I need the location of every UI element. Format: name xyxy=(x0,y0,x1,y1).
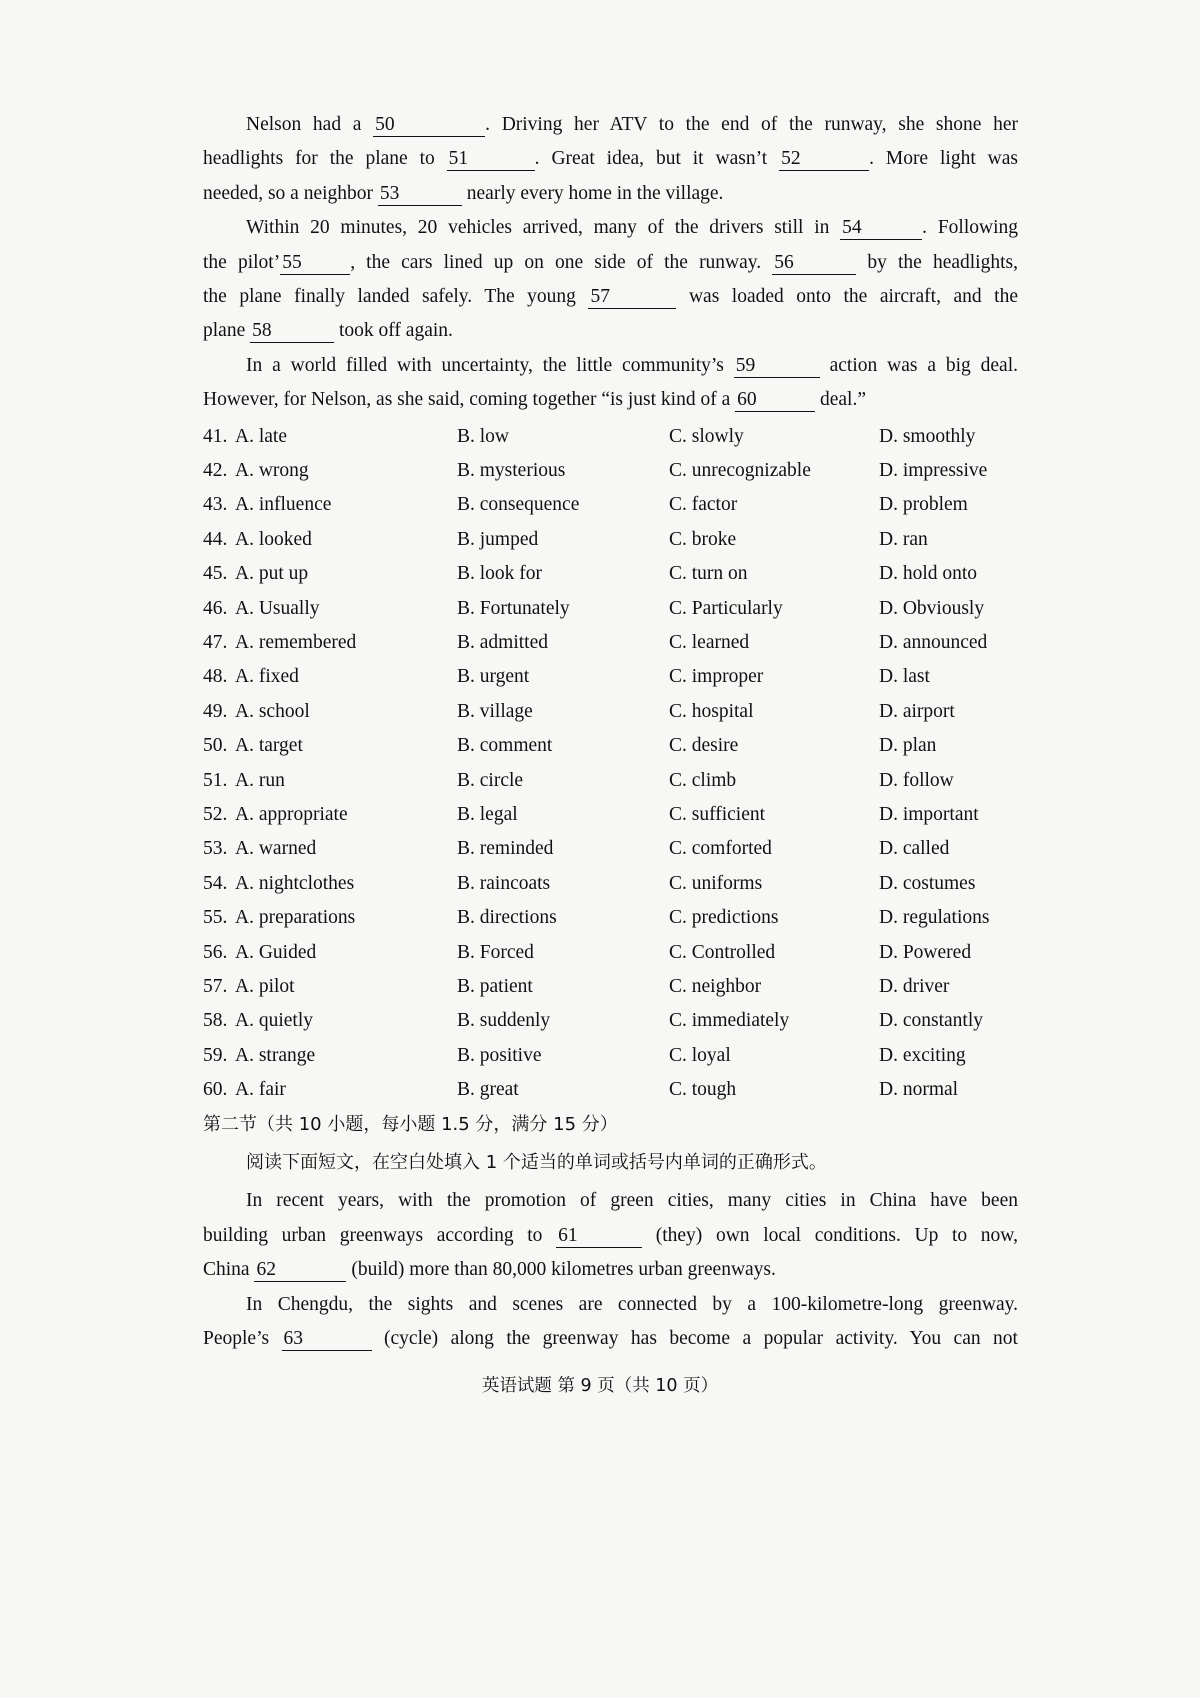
option-b[interactable]: B. suddenly xyxy=(457,1010,551,1032)
option-a[interactable]: A. looked xyxy=(235,528,312,550)
option-a[interactable]: A. remembered xyxy=(235,632,357,653)
option-b[interactable]: B. great xyxy=(457,1079,519,1101)
question-options-row xyxy=(203,523,1018,557)
option-c[interactable]: C. Controlled xyxy=(669,941,776,963)
option-b[interactable]: B. Fortunately xyxy=(457,597,570,619)
option-c[interactable]: C. factor xyxy=(669,494,738,516)
text-run: took off again. xyxy=(334,320,453,342)
text-run: People’s xyxy=(203,1328,282,1350)
question-options-row xyxy=(203,867,1018,901)
text-run: the pilot’ xyxy=(203,251,281,273)
option-c[interactable]: C. turn on xyxy=(669,563,748,585)
question-options-row xyxy=(203,764,1018,798)
option-a[interactable]: A. target xyxy=(235,735,303,757)
option-c[interactable]: C. climb xyxy=(669,769,737,791)
option-c[interactable]: C. predictions xyxy=(669,907,779,929)
option-b[interactable]: B. low xyxy=(457,425,510,447)
blank-59[interactable]: 59 xyxy=(734,355,820,378)
cloze-paragraph-2 xyxy=(203,211,1018,349)
page-footer: 英语试题 第 9 页（共 10 页） xyxy=(481,1376,719,1396)
option-b[interactable]: B. reminded xyxy=(457,838,554,860)
option-d[interactable]: D. ran xyxy=(879,528,928,550)
question-number: 51. xyxy=(203,769,228,791)
option-a[interactable]: A. strange xyxy=(235,1044,316,1066)
question-options-row xyxy=(203,970,1018,1004)
option-d[interactable]: D. Powered xyxy=(879,941,972,963)
option-b[interactable]: B. village xyxy=(457,700,533,722)
option-d[interactable]: D. problem xyxy=(879,494,968,516)
section-2-instruction: 阅读下面短文，在空白处填入 1 个适当的单词或括号内单词的正确形式。 xyxy=(246,1152,827,1174)
blank-63[interactable]: 63 xyxy=(282,1328,372,1351)
cloze-paragraph-1-cont xyxy=(203,142,1018,211)
text-run: . More light was xyxy=(869,148,1018,170)
option-b[interactable]: B. raincoats xyxy=(457,872,551,894)
blank-62[interactable]: 62 xyxy=(254,1259,346,1282)
question-number: 59. xyxy=(203,1044,228,1066)
text-run: nearly every home in the village. xyxy=(461,182,724,204)
text-line xyxy=(203,211,1018,245)
option-c[interactable]: C. neighbor xyxy=(669,975,762,997)
question-number: 44. xyxy=(203,528,228,550)
text-run: . Great idea, but it wasn’t xyxy=(534,148,780,170)
option-a[interactable]: A. school xyxy=(235,700,310,722)
option-b[interactable]: B. directions xyxy=(457,907,557,929)
option-a[interactable]: A. influence xyxy=(235,494,332,516)
question-number: 45. xyxy=(203,563,228,585)
question-number: 48. xyxy=(203,666,228,688)
option-a[interactable]: A. fixed xyxy=(235,666,299,688)
question-number: 53. xyxy=(203,838,228,860)
question-number: 52. xyxy=(203,803,228,825)
question-options-row xyxy=(203,1004,1018,1038)
option-d[interactable]: D. impressive xyxy=(879,460,988,482)
blank-56[interactable]: 56 xyxy=(772,252,856,275)
text-run: (build) more than 80,000 kilometres urban greenways. xyxy=(346,1259,776,1281)
option-d[interactable]: D. smoothly xyxy=(879,425,976,447)
text-line xyxy=(203,1322,1018,1356)
option-b[interactable]: B. patient xyxy=(457,975,533,997)
question-number: 47. xyxy=(203,632,228,653)
option-a[interactable]: A. appropriate xyxy=(235,803,348,825)
option-d[interactable]: D. plan xyxy=(879,735,937,757)
option-b[interactable]: B. Forced xyxy=(457,941,534,963)
option-c[interactable]: C. sufficient xyxy=(669,803,766,825)
question-options-row xyxy=(203,695,1018,729)
option-b[interactable]: B. legal xyxy=(457,803,518,825)
option-c[interactable]: C. slowly xyxy=(669,425,744,447)
option-d[interactable]: D. costumes xyxy=(879,872,976,894)
question-number: 60. xyxy=(203,1079,228,1101)
text-line xyxy=(203,280,1018,314)
text-line xyxy=(203,246,1018,280)
question-options-row xyxy=(203,1039,1018,1073)
option-b[interactable]: B. comment xyxy=(457,735,553,757)
question-options-row xyxy=(203,592,1018,626)
question-options-row xyxy=(203,626,1018,660)
question-number: 58. xyxy=(203,1010,228,1032)
question-number: 49. xyxy=(203,700,228,722)
blank-50[interactable]: 50 xyxy=(373,114,485,137)
question-options-row xyxy=(203,901,1018,935)
blank-55[interactable]: 55 xyxy=(280,252,350,275)
option-a[interactable]: A. warned xyxy=(235,838,317,860)
text-run: However, for Nelson, as she said, coming together “is just kind of a xyxy=(203,389,736,411)
text-run: building urban greenways according to xyxy=(203,1224,557,1246)
text-run: (they) own local conditions. Up to now, xyxy=(642,1224,1019,1246)
text-run: was loaded onto the aircraft, and the xyxy=(676,286,1018,308)
text-line xyxy=(203,177,1018,211)
text-run: In a world filled with uncertainty, the little community’s xyxy=(246,354,734,376)
option-a[interactable]: A. quietly xyxy=(235,1010,313,1032)
text-run: the plane finally landed safely. The young xyxy=(203,286,589,308)
text-run: by the headlights, xyxy=(856,251,1018,273)
blank-61[interactable]: 61 xyxy=(556,1225,642,1248)
blank-53[interactable]: 53 xyxy=(378,183,462,206)
option-b[interactable]: B. mysterious xyxy=(457,460,566,482)
option-c[interactable]: C. comforted xyxy=(669,838,772,860)
option-c[interactable]: C. loyal xyxy=(669,1044,731,1066)
option-a[interactable]: A. Usually xyxy=(235,597,320,619)
option-c[interactable]: C. immediately xyxy=(669,1010,790,1032)
blank-60[interactable]: 60 xyxy=(735,389,815,412)
question-options-row xyxy=(203,557,1018,591)
option-d[interactable]: D. exciting xyxy=(879,1044,966,1066)
option-b[interactable]: B. urgent xyxy=(457,666,530,688)
option-b[interactable]: B. positive xyxy=(457,1044,542,1066)
text-line xyxy=(203,1184,1018,1218)
question-options-row xyxy=(203,488,1018,522)
question-number: 54. xyxy=(203,872,228,894)
page-content xyxy=(203,108,1018,1357)
option-a[interactable]: A. nightclothes xyxy=(235,872,355,894)
option-b[interactable]: B. admitted xyxy=(457,632,548,653)
option-d[interactable]: D. driver xyxy=(879,975,950,997)
option-d[interactable]: D. called xyxy=(879,838,950,860)
blank-58[interactable]: 58 xyxy=(250,320,334,343)
option-d[interactable]: D. regulations xyxy=(879,907,990,929)
option-c[interactable]: C. hospital xyxy=(669,700,754,722)
text-run: In Chengdu, the sights and scenes are connected by a 100-kilometre-long greenway. xyxy=(246,1293,1018,1315)
question-options-row xyxy=(203,729,1018,763)
option-a[interactable]: A. preparations xyxy=(235,907,356,929)
question-number: 41. xyxy=(203,425,228,447)
option-c[interactable]: C. unrecognizable xyxy=(669,460,811,482)
text-run: (cycle) along the greenway has become a popular activity. You can not xyxy=(371,1328,1018,1350)
question-number: 46. xyxy=(203,597,228,619)
text-run: deal.” xyxy=(815,389,866,411)
option-c[interactable]: C. broke xyxy=(669,528,737,550)
option-a[interactable]: A. late xyxy=(235,425,287,447)
text-run: . Following xyxy=(922,217,1018,239)
text-line xyxy=(203,142,1018,176)
question-options-row xyxy=(203,1073,1018,1107)
text-line xyxy=(203,1288,1018,1322)
text-run: Within 20 minutes, 20 vehicles arrived, many of the drivers still in xyxy=(246,217,841,239)
option-c[interactable]: C. learned xyxy=(669,632,750,653)
text-line xyxy=(203,1253,1018,1287)
question-options-row xyxy=(203,832,1018,866)
blank-54[interactable]: 54 xyxy=(840,217,922,240)
option-c[interactable]: C. improper xyxy=(669,666,764,688)
text-run: China xyxy=(203,1259,255,1281)
question-number: 50. xyxy=(203,735,228,757)
option-d[interactable]: D. important xyxy=(879,803,979,825)
text-run: action was a big deal. xyxy=(819,354,1018,376)
text-run: , the cars lined up on one side of the runway. xyxy=(350,251,773,273)
option-d[interactable]: D. last xyxy=(879,666,930,688)
grammar-paragraph-2 xyxy=(203,1288,1018,1357)
blank-52[interactable]: 52 xyxy=(779,148,869,171)
option-a[interactable]: A. fair xyxy=(235,1079,286,1101)
text-line xyxy=(203,383,1018,417)
option-b[interactable]: B. circle xyxy=(457,769,524,791)
option-c[interactable]: C. Particularly xyxy=(669,597,783,619)
cloze-paragraph-3 xyxy=(203,349,1018,418)
question-number: 56. xyxy=(203,941,228,963)
option-c[interactable]: C. uniforms xyxy=(669,872,763,894)
text-run: headlights for the plane to xyxy=(203,148,447,170)
option-b[interactable]: B. jumped xyxy=(457,528,539,550)
answer-options xyxy=(203,420,1018,1108)
question-number: 57. xyxy=(203,975,228,997)
text-run: In recent years, with the promotion of green cities, many cities in China have been xyxy=(246,1190,1018,1212)
text-run: Nelson had a xyxy=(246,114,374,135)
question-number: 55. xyxy=(203,907,228,929)
blank-57[interactable]: 57 xyxy=(588,286,676,309)
option-a[interactable]: A. wrong xyxy=(235,460,309,482)
option-d[interactable]: D. follow xyxy=(879,769,954,791)
question-options-row xyxy=(203,454,1018,488)
option-d[interactable]: D. hold onto xyxy=(879,563,978,585)
question-options-row xyxy=(203,798,1018,832)
option-d[interactable]: D. announced xyxy=(879,632,988,653)
text-line xyxy=(203,1219,1018,1253)
question-options-row xyxy=(203,936,1018,970)
option-d[interactable]: D. airport xyxy=(879,700,955,722)
option-d[interactable]: D. normal xyxy=(879,1079,959,1101)
option-c[interactable]: C. tough xyxy=(669,1079,737,1101)
option-c[interactable]: C. desire xyxy=(669,735,739,757)
cloze-paragraph-1 xyxy=(203,108,1018,142)
question-options-row xyxy=(203,660,1018,694)
option-a[interactable]: A. run xyxy=(235,769,285,791)
option-a[interactable]: A. pilot xyxy=(235,975,295,997)
question-options-row xyxy=(203,420,1018,454)
blank-51[interactable]: 51 xyxy=(447,148,535,171)
text-line xyxy=(246,108,1018,142)
grammar-paragraph-1 xyxy=(203,1184,1018,1287)
text-run: needed, so a neighbor xyxy=(203,182,378,204)
option-a[interactable]: A. Guided xyxy=(235,941,317,963)
text-run: . Driving her ATV to the end of the runway, she shone her xyxy=(485,114,1018,135)
option-b[interactable]: B. look for xyxy=(457,563,543,585)
option-b[interactable]: B. consequence xyxy=(457,494,580,516)
text-run: plane xyxy=(203,320,251,342)
section-2-heading: 第二节（共 10 小题，每小题 1.5 分，满分 15 分） xyxy=(203,1114,618,1136)
question-number: 43. xyxy=(203,494,228,516)
option-a[interactable]: A. put up xyxy=(235,563,309,585)
option-d[interactable]: D. constantly xyxy=(879,1010,983,1032)
option-d[interactable]: D. Obviously xyxy=(879,597,985,619)
question-number: 42. xyxy=(203,460,228,482)
text-line xyxy=(203,349,1018,383)
text-line xyxy=(203,314,1018,348)
